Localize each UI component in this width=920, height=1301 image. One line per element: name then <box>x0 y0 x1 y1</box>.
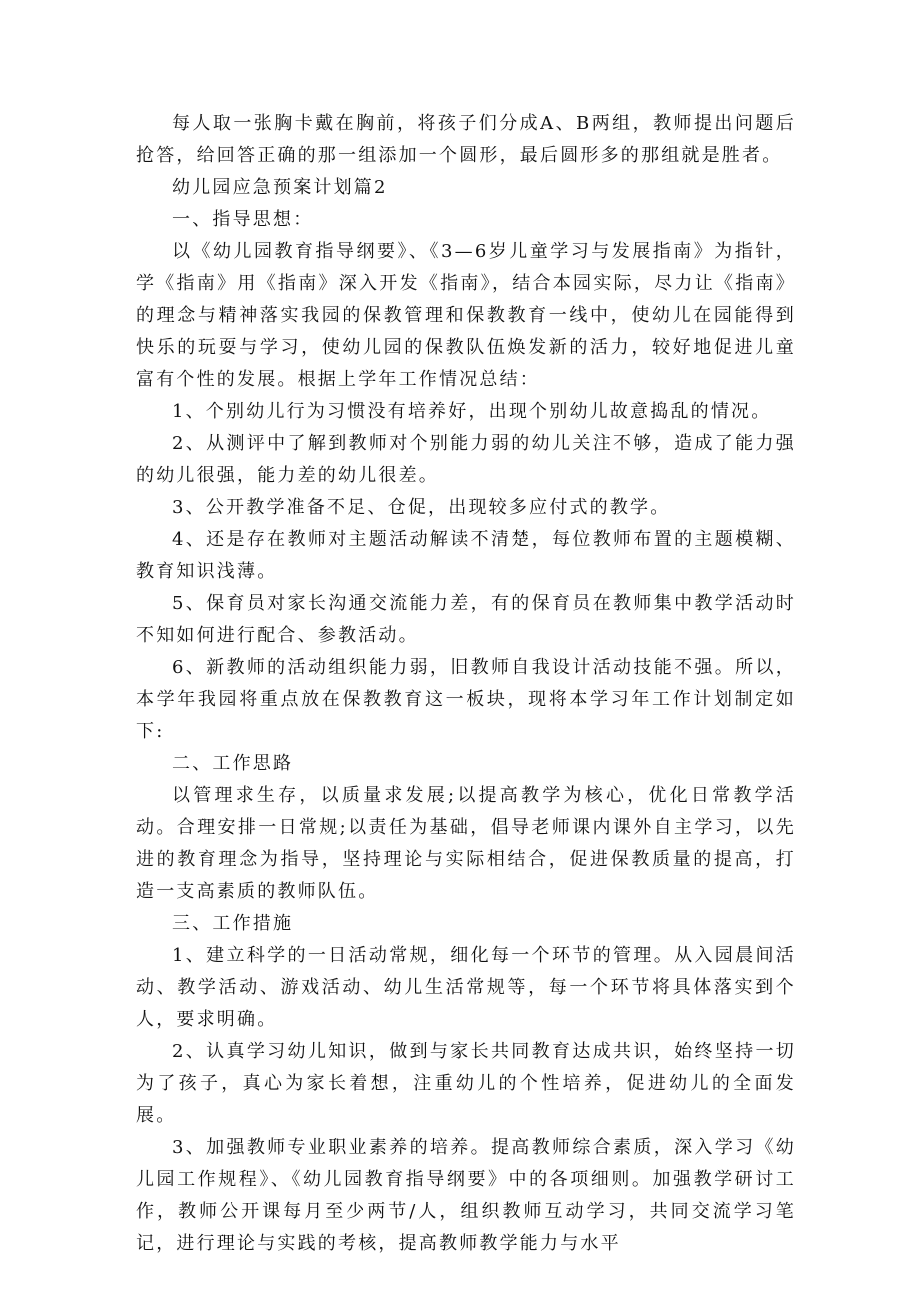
list-item-2: 2、从测评中了解到教师对个别能力弱的幼儿关注不够，造成了能力强的幼儿很强，能力差的幼儿很差。 <box>136 433 796 486</box>
heading-work-approach: 二、工作思路 <box>172 753 294 774</box>
list-item-3: 3、公开教学准备不足、仓促，出现较多应付式的教学。 <box>172 497 671 518</box>
list-item-1: 1、个别幼儿行为习惯没有培养好，出现个别幼儿故意捣乱的情况。 <box>172 401 772 422</box>
paragraph-intro: 每人取一张胸卡戴在胸前，将孩子们分成A、B两组，教师提出问题后抢答，给回答正确的那一组添加一个圆形，最后圆形多的那组就是胜者。 <box>136 113 796 166</box>
heading-work-measures: 三、工作措施 <box>172 913 294 934</box>
paragraph-guiding-ideology: 以《幼儿园教育指导纲要》、《3—6岁儿童学习与发展指南》为指针，学《指南》用《指南》深入开发《指南》，结合本园实际，尽力让《指南》的理念与精神落实我园的保教管理和保教教育一线中，使幼儿在园能得到快乐的玩耍与学习，使幼儿园的保教队伍焕发新的活力，较好地促进儿童富有个性的发展。根据上学年工作情况总结： <box>136 241 796 390</box>
list-item-4: 4、还是存在教师对主题活动解读不清楚，每位教师布置的主题模糊、教育知识浅薄。 <box>136 529 796 582</box>
list-item-5: 5、保育员对家长沟通交流能力差，有的保育员在教师集中教学活动时不知如何进行配合、参教活动。 <box>136 593 796 646</box>
heading-guiding-ideology: 一、指导思想： <box>172 209 314 230</box>
paragraph-work-approach: 以管理求生存，以质量求发展;以提高教学为核心，优化日常教学活动。合理安排一日常规;以责任为基础，倡导老师课内课外自主学习，以先进的教育理念为指导，坚持理论与实际相结合，促进保教质量的提高，打造一支高素质的教师队伍。 <box>136 785 796 902</box>
measure-item-3: 3、加强教师专业职业素养的培养。提高教师综合素质，深入学习《幼儿园工作规程》、《幼儿园教育指导纲要》中的各项细则。加强教学研讨工作，教师公开课每月至少两节/人，组织教师互动学习，共同交流学习笔记，进行理论与实践的考核，提高教师教学能力与水平 <box>136 1137 796 1254</box>
document-page <box>136 108 796 1260</box>
section-title: 幼儿园应急预案计划篇2 <box>172 177 388 198</box>
list-item-6: 6、新教师的活动组织能力弱，旧教师自我设计活动技能不强。所以，本学年我园将重点放在保教教育这一板块，现将本学习年工作计划制定如下: <box>136 657 796 742</box>
measure-item-1: 1、建立科学的一日活动常规，细化每一个环节的管理。从入园晨间活动、教学活动、游戏活动、幼儿生活常规等，每一个环节将具体落实到个人，要求明确。 <box>136 945 796 1030</box>
measure-item-2: 2、认真学习幼儿知识，做到与家长共同教育达成共识，始终坚持一切为了孩子，真心为家长着想，注重幼儿的个性培养，促进幼儿的全面发展。 <box>136 1041 796 1126</box>
